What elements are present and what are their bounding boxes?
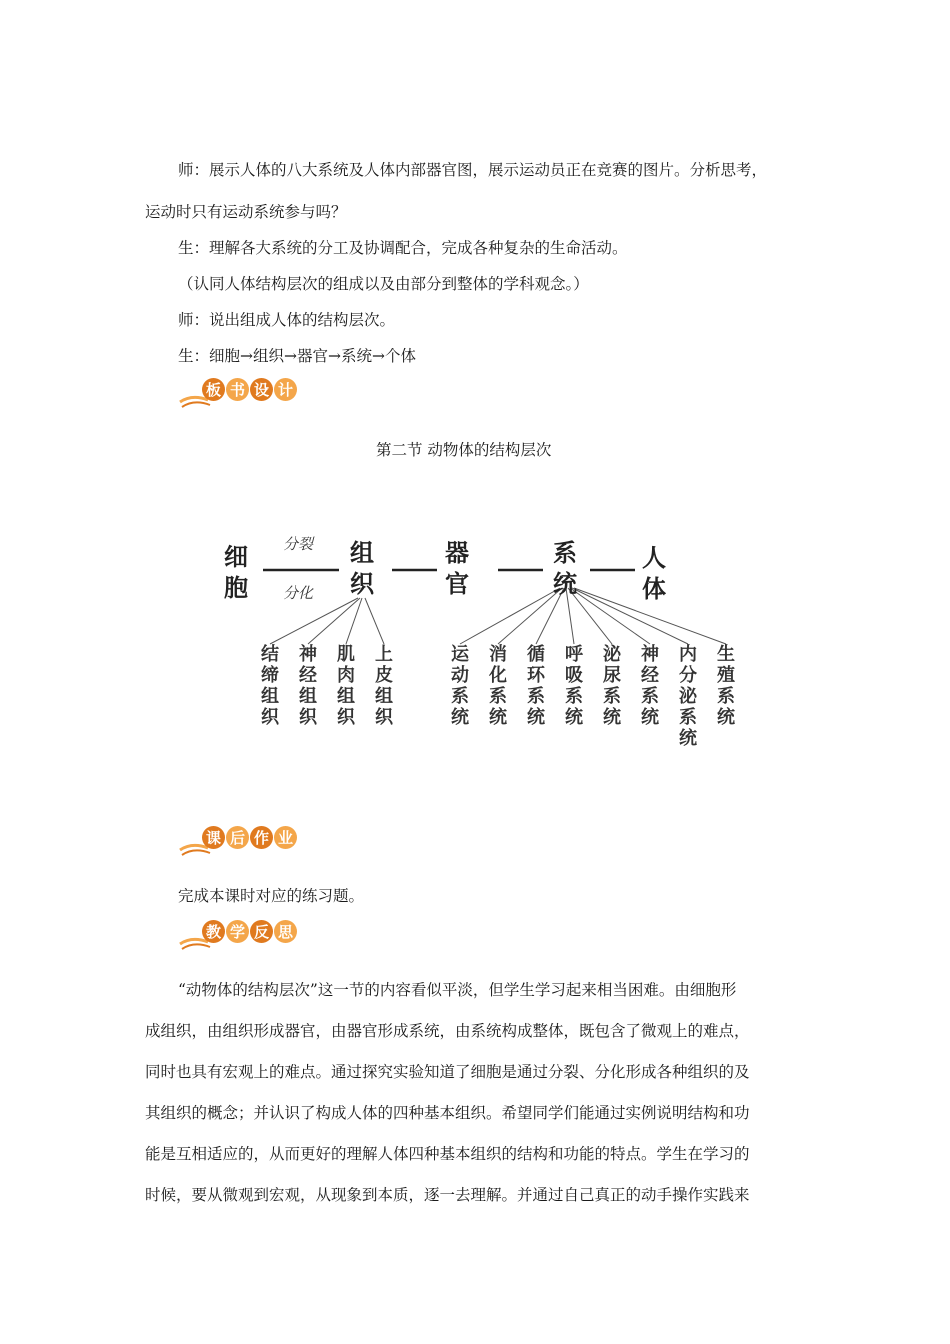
homework-heading <box>178 824 318 860</box>
system-type: 呼吸系统 <box>565 644 583 728</box>
dialogue-line-4: （认同人体结构层次的组成以及由部分到整体的学科观念。） <box>178 275 589 293</box>
system-type: 内分泌系统 <box>679 644 697 749</box>
cell-label: 细胞 <box>224 543 248 602</box>
system-type: 运动系统 <box>451 644 469 728</box>
body-label: 人体 <box>642 544 666 603</box>
heading-char: 学 <box>226 920 249 943</box>
heading-char: 思 <box>274 920 297 943</box>
heading-char: 反 <box>250 920 273 943</box>
tissue-type: 结缔组织 <box>261 644 279 728</box>
heading-char: 计 <box>274 378 297 401</box>
differentiate-label: 分化 <box>283 584 314 602</box>
dialogue-line-3: 生：理解各大系统的分工及协调配合，完成各种复杂的生命活动。 <box>178 239 628 257</box>
dialogue-line-2: 运动时只有运动系统参与吗？ <box>145 203 347 221</box>
reflection-line: 同时也具有宏观上的难点。通过探究实验知道了细胞是通过分裂、分化形成各种组织的及 <box>145 1063 750 1081</box>
heading-char: 业 <box>274 826 297 849</box>
heading-char: 作 <box>250 826 273 849</box>
structure-diagram <box>215 530 755 760</box>
tissue-type: 上皮组织 <box>375 644 393 728</box>
system-type: 神经系统 <box>641 644 659 728</box>
heading-char: 课 <box>202 826 225 849</box>
dialogue-line-6: 生：细胞→组织→器官→系统→个体 <box>178 347 416 365</box>
reflection-line: 时候，要从微观到宏观，从现象到本质，逐一去理解。并通过自己真正的动手操作实践来 <box>145 1186 750 1204</box>
reflection-line: “动物体的结构层次”这一节的内容看似平淡，但学生学习起来相当困难。由细胞形 <box>178 981 737 999</box>
tissue-type: 肌肉组织 <box>337 644 355 728</box>
system-type: 生殖系统 <box>717 644 735 728</box>
tissue-label: 组织 <box>350 539 374 598</box>
diagram-lines <box>215 530 755 760</box>
heading-char: 后 <box>226 826 249 849</box>
reflection-line: 成组织，由组织形成器官，由器官形成系统，由系统构成整体，既包含了微观上的难点， <box>145 1022 750 1040</box>
tissue-type: 神经组织 <box>299 644 317 728</box>
board-title: 第二节 动物体的结构层次 <box>376 441 552 459</box>
heading-char: 设 <box>250 378 273 401</box>
board-design-heading <box>178 376 318 412</box>
system-label: 系统 <box>553 539 577 598</box>
heading-char: 书 <box>226 378 249 401</box>
organ-label: 器官 <box>445 539 469 598</box>
reflection-heading <box>178 918 318 954</box>
system-type: 消化系统 <box>489 644 507 728</box>
system-type: 泌尿系统 <box>603 644 621 728</box>
dialogue-line-1: 师：展示人体的八大系统及人体内部器官图，展示运动员正在竞赛的图片。分析思考， <box>178 161 768 179</box>
reflection-line: 其组织的概念；并认识了构成人体的四种基本组织。希望同学们能通过实例说明结构和功 <box>145 1104 750 1122</box>
heading-char: 板 <box>202 378 225 401</box>
heading-char: 教 <box>202 920 225 943</box>
dialogue-line-5: 师：说出组成人体的结构层次。 <box>178 311 396 329</box>
system-type: 循环系统 <box>527 644 545 728</box>
reflection-line: 能是互相适应的，从而更好的理解人体四种基本组织的结构和功能的特点。学生在学习的 <box>145 1145 750 1163</box>
divide-label: 分裂 <box>283 535 314 553</box>
homework-text: 完成本课时对应的练习题。 <box>178 887 365 905</box>
